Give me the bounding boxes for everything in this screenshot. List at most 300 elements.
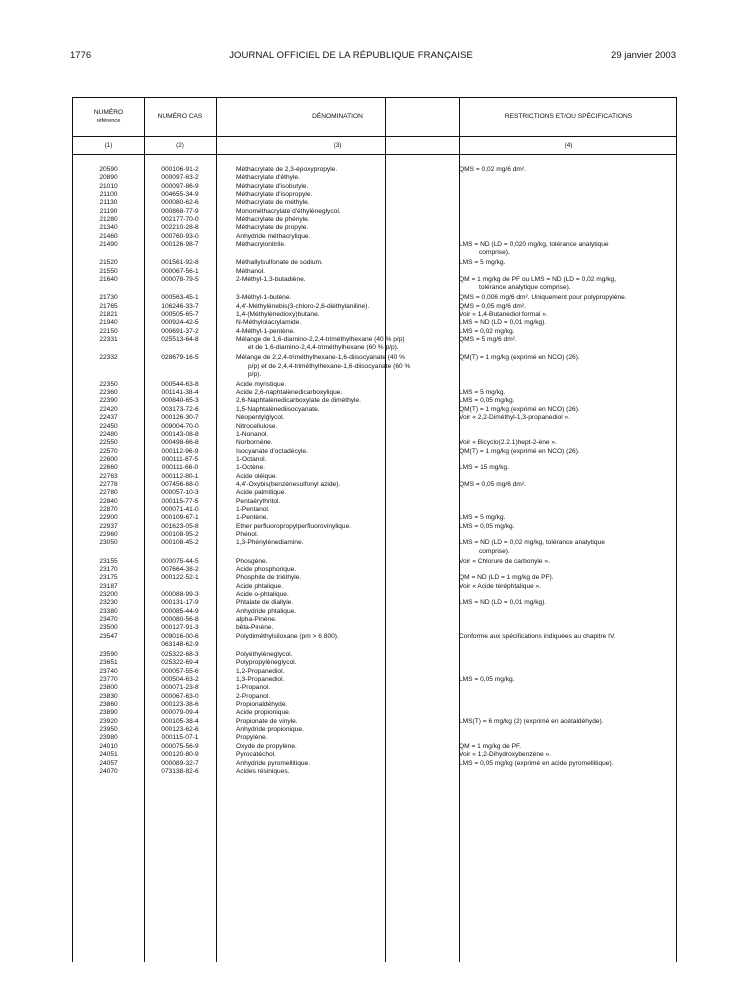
cas-number: 000085-44-9 <box>161 607 199 615</box>
ref-number: 21190 <box>99 207 118 215</box>
restriction-line: LMS = 0,05 mg/kg. <box>459 676 515 683</box>
cas-number-secondary: 063148-62-9 <box>161 641 199 649</box>
restriction <box>459 464 671 472</box>
ref-number: 22437 <box>99 414 118 422</box>
denomination <box>236 768 478 776</box>
cas-number: 000108-45-2 <box>161 539 199 547</box>
denomination-line: Acide myristique. <box>236 380 287 388</box>
denomination-line: Oxyde de propylène. <box>236 742 297 750</box>
denomination-line: 1-Octanol. <box>236 455 267 463</box>
denomination-line: 2-Propanol. <box>236 692 271 700</box>
denomination-line: Méthacrylate de propyle. <box>236 224 309 232</box>
ref-number: 22937 <box>99 522 118 530</box>
cas-number: 000115-77-5 <box>161 497 199 505</box>
cas-number: 000126-30-7 <box>161 414 199 422</box>
denomination-line: Méthacrylate d'isobutyle. <box>236 182 309 190</box>
restriction-line: LMS = 0,05 mg/kg. <box>459 522 515 530</box>
cas-number: 000498-66-8 <box>161 439 199 447</box>
cas-number: 000106-91-2 <box>161 166 199 173</box>
column-subtitle: référence <box>96 118 121 124</box>
denomination-line: Polydiméthylsiloxane (pm > 6 800). <box>236 632 339 640</box>
restriction-line: comprise). <box>479 249 510 257</box>
ref-number: 23175 <box>99 574 118 582</box>
denomination-line: Acide 2,6-naphtalènedicarboxylique. <box>236 389 343 397</box>
restriction <box>459 303 671 311</box>
restriction <box>459 241 671 258</box>
cas-number: 000544-63-8 <box>161 380 199 388</box>
denomination <box>236 328 478 336</box>
page-number: 1776 <box>70 49 92 61</box>
cas-number: 000071-41-0 <box>161 506 199 513</box>
restriction <box>459 448 671 456</box>
denomination-line: Acide propionique. <box>236 709 291 717</box>
restriction <box>459 514 671 522</box>
denomination <box>236 651 478 659</box>
page-header <box>70 48 676 62</box>
cas-number: 000088-99-3 <box>161 591 199 598</box>
denomination <box>236 684 478 692</box>
restriction <box>459 574 671 582</box>
denomination-line: Méthacrylate d'éthyle. <box>236 174 300 182</box>
cas-number: 007664-38-2 <box>161 565 199 573</box>
cas-number: 001623-05-8 <box>161 522 199 530</box>
cas-number: 000057-55-6 <box>161 667 199 675</box>
denomination-line: Acide phosphorique. <box>236 565 297 573</box>
cas-number: 000075-56-9 <box>161 742 199 750</box>
restriction <box>459 760 671 768</box>
denomination-line: Anhydride pyromellitique. <box>236 759 311 767</box>
denomination <box>236 599 478 607</box>
denomination-line: 4-Méthyl-1-pentène. <box>236 327 296 335</box>
header-divider <box>73 154 676 155</box>
ref-number: 24051 <box>99 751 118 759</box>
denomination-line: Méthallylsulfonate de sodium. <box>236 259 323 267</box>
restriction <box>459 354 671 362</box>
denomination-line: Phtalate de diallyle. <box>236 599 294 607</box>
restriction-line: QM = 1 mg/kg de PF ou LMS = ND (LD = 0,02 mg/kg, <box>459 276 617 284</box>
restriction-line: Voir « 1,4-Butanediol formal ». <box>459 310 548 318</box>
column-number: (4) <box>564 142 573 149</box>
denomination <box>236 566 478 574</box>
denomination-line: p/p) et de 2,4,4-triméthylhexane-1,6-diisocyanate (60 % <box>248 362 411 370</box>
denomination <box>236 608 478 616</box>
ref-number: 21340 <box>99 224 118 232</box>
cas-number: 000115-07-1 <box>161 734 199 742</box>
ref-number: 22900 <box>99 514 118 522</box>
restriction <box>459 481 671 489</box>
ref-number: 23187 <box>99 582 118 590</box>
cas-number: 000109-67-1 <box>161 514 199 522</box>
column-title: NUMÉRO <box>93 109 124 116</box>
cas-number: 000504-63-2 <box>161 676 199 683</box>
denomination-line: 1-Pentanol. <box>236 506 270 513</box>
restriction-line: comprise). <box>479 547 510 555</box>
denomination-line: 3-Méthyl-1-butène. <box>236 294 292 302</box>
cas-number: 000097-86-9 <box>161 182 199 190</box>
cas-number: 000143-08-8 <box>161 430 199 438</box>
ref-number: 23920 <box>99 717 118 725</box>
denomination-line: Méthanol. <box>236 267 265 275</box>
ref-number: 24010 <box>99 742 118 750</box>
cas-number: 025513-64-8 <box>161 336 199 343</box>
denomination-line: Ether perfluoropropylperfluorovinylique. <box>236 522 352 530</box>
cas-number: 000868-77-9 <box>161 207 199 215</box>
restriction <box>459 336 671 344</box>
header-divider <box>73 136 676 137</box>
cas-number: 000108-95-2 <box>161 531 199 539</box>
denomination-line: Norbornène. <box>236 439 273 447</box>
denomination <box>236 381 478 389</box>
denomination-line: 1-Octène. <box>236 464 265 472</box>
ref-number: 21010 <box>99 182 118 190</box>
denomination <box>236 406 478 414</box>
ref-number: 24057 <box>99 759 118 767</box>
restriction <box>459 743 671 751</box>
denomination <box>236 751 478 759</box>
ref-number: 22600 <box>99 455 118 463</box>
restriction-line: QMS = 0,05 mg/6 dm². <box>459 480 526 488</box>
restriction <box>459 166 671 174</box>
ref-number: 21100 <box>99 191 118 199</box>
restriction-line: QMS = 0,02 mg/6 dm². <box>459 166 526 173</box>
cas-number: 000122-52-1 <box>161 574 199 582</box>
denomination <box>236 389 478 397</box>
denomination <box>236 354 478 379</box>
denomination-line: Néopentylglycol. <box>236 414 285 422</box>
cas-number: 000079-09-4 <box>161 709 199 717</box>
restriction <box>459 276 671 293</box>
ref-number: 23050 <box>99 539 118 547</box>
denomination <box>236 539 478 547</box>
ref-number: 23170 <box>99 565 118 573</box>
denomination-line: Mélange de 1,6-diamino-2,2,4-triméthylhexane (40 % p/p) <box>236 336 405 343</box>
ref-number: 22778 <box>99 480 118 488</box>
ref-number: 23470 <box>99 616 118 624</box>
cas-number: 000112-96-9 <box>161 447 199 455</box>
restriction <box>459 583 671 591</box>
denomination-line: Isocyanate d'octadécyle. <box>236 447 309 455</box>
restriction-line: Voir « Bicyclo(2.2.1)hept-2-ène ». <box>459 439 557 447</box>
cas-number: 000123-62-6 <box>161 726 199 734</box>
ref-number: 23740 <box>99 667 118 675</box>
denomination <box>236 311 478 319</box>
restriction-line: LMS = 0,05 mg/kg. <box>459 397 515 405</box>
cas-number: 003173-72-6 <box>161 405 199 413</box>
cas-number: 000111-87-5 <box>161 455 199 463</box>
ref-number: 23830 <box>99 692 118 700</box>
denomination-line: Pentaérythritol. <box>236 497 281 505</box>
restriction-line: QMS = 5 mg/6 dm². <box>459 336 517 343</box>
cas-number: 002210-28-8 <box>161 224 199 232</box>
ref-number: 22480 <box>99 430 118 438</box>
column-number: (1) <box>104 142 113 149</box>
restriction-line: LMS = 5 mg/kg. <box>459 389 506 397</box>
cas-number: 009004-70-0 <box>161 422 199 430</box>
denomination <box>236 498 478 506</box>
restriction-line: Conforme aux spécifications indiquées au chapitre IV. <box>459 632 616 640</box>
denomination-line: 1,2-Propanediol. <box>236 667 285 675</box>
ref-number: 23590 <box>99 650 118 658</box>
cas-number: 000760-93-0 <box>161 232 199 240</box>
denomination-line: 1,3-Propanediol. <box>236 676 285 683</box>
restriction <box>459 414 671 422</box>
ref-number: 22550 <box>99 439 118 447</box>
column-header-restrictions: RESTRICTIONS ET/OU SPÉCIFICATIONS <box>504 113 633 120</box>
denomination-line: Monométhacrylate d'éthylèneglycol. <box>236 207 341 215</box>
restriction-line: LMS = ND (LD = 0,020 mg/kg, tolérance analytique <box>459 241 609 249</box>
denomination-line: Phénol. <box>236 531 259 539</box>
denomination-line: 1,5-Naphtalènediisocyanate. <box>236 405 320 413</box>
cas-number: 007456-68-0 <box>161 480 199 488</box>
ref-number: 22450 <box>99 422 118 430</box>
denomination <box>236 726 478 734</box>
cas-number: 073138-82-6 <box>161 767 199 775</box>
denomination-line: Méthacrylonitrile. <box>236 241 286 249</box>
substances-table <box>72 97 677 962</box>
denomination <box>236 693 478 701</box>
denomination <box>236 624 478 632</box>
denomination <box>236 431 478 439</box>
cas-number: 000691-37-2 <box>161 327 199 335</box>
ref-number: 23380 <box>99 607 118 615</box>
ref-number: 21460 <box>99 232 118 240</box>
denomination <box>236 718 478 726</box>
denomination-line: N-Méthylolacrylamide. <box>236 319 302 327</box>
journal-title: JOURNAL OFFICIEL DE LA RÉPUBLIQUE FRANÇAISE <box>229 49 473 61</box>
restriction-line: LMS = 0,02 mg/kg. <box>459 327 515 335</box>
cas-number: 009016-00-6 <box>161 632 199 640</box>
cas-number: 025322-68-3 <box>161 650 199 658</box>
restriction <box>459 599 671 607</box>
cas-number: 000126-98-7 <box>161 241 199 249</box>
denomination-line: Phosphite de triéthyle. <box>236 574 302 582</box>
ref-number: 23651 <box>99 659 118 667</box>
denomination <box>236 191 478 199</box>
denomination <box>236 224 478 232</box>
ref-number: 23860 <box>99 701 118 709</box>
restriction <box>459 539 671 556</box>
ref-number: 24070 <box>99 767 118 775</box>
denomination-line: 4,4'-Oxybis(benzènesulfonyl azide). <box>236 480 341 488</box>
ref-number: 22763 <box>99 472 118 480</box>
column-divider <box>216 98 217 962</box>
denomination-line: Acide oléique. <box>236 472 278 480</box>
restriction-line: QM = 1 mg/kg de PF. <box>459 742 522 750</box>
ref-number: 21490 <box>99 241 118 249</box>
denomination-line: 1,3-Phénylènediamine. <box>236 539 304 547</box>
restriction-line: QM(T) = 1 mg/kg (exprimé en NCO) (26). <box>459 354 580 362</box>
denomination <box>236 233 478 241</box>
denomination <box>236 397 478 405</box>
denomination-line: Polypropylèneglycol. <box>236 659 297 667</box>
ref-number: 21280 <box>99 216 118 224</box>
denomination-line: 2,6-Naphtalènedicarboxylate de diméthyle. <box>236 397 361 405</box>
ref-number: 23770 <box>99 676 118 683</box>
restriction <box>459 397 671 405</box>
ref-number: 21821 <box>99 310 118 318</box>
ref-number: 22360 <box>99 389 118 397</box>
restriction <box>459 676 671 684</box>
denomination-line: Mélange de 2,2,4-triméthylhexane-1,6-diisocyanate (40 % <box>236 354 405 362</box>
denomination <box>236 760 478 768</box>
ref-number: 22660 <box>99 464 118 472</box>
denomination <box>236 276 478 284</box>
denomination <box>236 473 478 481</box>
ref-number: 22840 <box>99 497 118 505</box>
restriction <box>459 558 671 566</box>
denomination-line: Propylène. <box>236 734 268 742</box>
ref-number: 23950 <box>99 726 118 734</box>
denomination-line: Acide phtalique. <box>236 582 283 590</box>
cas-number: 000057-10-3 <box>161 489 199 497</box>
ref-number: 21550 <box>99 267 118 275</box>
ref-number: 22570 <box>99 447 118 455</box>
denomination <box>236 743 478 751</box>
ref-number: 21940 <box>99 319 118 327</box>
denomination <box>236 268 478 276</box>
column-header-denomination: DÉNOMINATION <box>312 113 363 120</box>
ref-number: 22390 <box>99 397 118 405</box>
ref-number: 22870 <box>99 506 118 513</box>
denomination-line: et de 1,6-diamino-2,4,4-triméthylhexane (60 % p/p). <box>248 344 399 352</box>
denomination <box>236 514 478 522</box>
cas-number: 000097-63-2 <box>161 174 199 182</box>
denomination-line: Anhydride phtalique. <box>236 607 297 615</box>
restriction-line: LMS(T) = 6 mg/kg (2) (exprimé en acétaldéhyde). <box>459 717 604 725</box>
denomination <box>236 574 478 582</box>
denomination <box>236 414 478 422</box>
denomination <box>236 183 478 191</box>
cas-number: 000131-17-9 <box>161 599 199 607</box>
denomination <box>236 216 478 224</box>
cas-number: 000120-80-9 <box>161 751 199 759</box>
denomination <box>236 709 478 717</box>
restriction <box>459 259 671 267</box>
cas-number: 025322-69-4 <box>161 659 199 667</box>
restriction-line: LMS = ND (LD = 0,01 mg/kg). <box>459 319 547 327</box>
cas-number: 106246-33-7 <box>161 302 199 310</box>
cas-number: 000078-79-5 <box>161 276 199 284</box>
denomination-line: Acides résiniques. <box>236 767 290 775</box>
restriction-line: LMS = 5 mg/kg. <box>459 259 506 267</box>
cas-number: 000127-91-3 <box>161 624 199 632</box>
denomination <box>236 523 478 531</box>
denomination <box>236 583 478 591</box>
ref-number: 21520 <box>99 259 118 267</box>
denomination <box>236 464 478 472</box>
denomination <box>236 633 478 641</box>
cas-number: 000067-63-0 <box>161 692 199 700</box>
ref-number: 22350 <box>99 380 118 388</box>
restriction-line: Voir « 2,2-Diméthyl-1,3-propanediol ». <box>459 414 571 422</box>
denomination-line: 1-Propanol. <box>236 684 271 692</box>
restriction-line: tolérance analytique comprise). <box>479 284 571 292</box>
denomination-line: Méthacrylate d'isopropyle. <box>236 191 313 199</box>
denomination <box>236 591 478 599</box>
denomination <box>236 241 478 249</box>
cas-number: 000089-32-7 <box>161 759 199 767</box>
cas-number: 001141-38-4 <box>161 389 199 397</box>
denomination-line: Acide o-phtalique. <box>236 591 289 598</box>
denomination <box>236 259 478 267</box>
restriction <box>459 633 671 641</box>
denomination-line: 4,4'-Méthylènebis(3-chloro-2,6-diéthylaniline). <box>236 302 370 310</box>
cas-number: 028679-16-5 <box>161 354 199 362</box>
denomination-line: 2-Méthyl-1,3-butadiène. <box>236 276 306 284</box>
denomination <box>236 668 478 676</box>
denomination <box>236 294 478 302</box>
ref-number: 22420 <box>99 405 118 413</box>
ref-number: 23890 <box>99 709 118 717</box>
restriction-line: LMS = ND (LD = 0,01 mg/kg). <box>459 599 547 607</box>
restriction <box>459 389 671 397</box>
denomination-line: Propionaldéhyde. <box>236 701 288 709</box>
denomination-line: Pyrocatéchol. <box>236 751 276 759</box>
denomination-line: bêta-Pinène. <box>236 624 274 632</box>
ref-number: 23500 <box>99 624 118 632</box>
cas-number: 000080-56-8 <box>161 616 199 624</box>
denomination-line: Méthacrylate de méthyle. <box>236 199 310 207</box>
ref-number: 23800 <box>99 684 118 692</box>
denomination <box>236 506 478 514</box>
ref-number: 22780 <box>99 489 118 497</box>
denomination-line: Anhydride propionique. <box>236 726 304 734</box>
restriction-line: LMS = 15 mg/kg. <box>459 464 510 472</box>
denomination-line: Anhydride méthacrylique. <box>236 232 311 240</box>
ref-number: 23547 <box>99 632 118 640</box>
ref-number: 21130 <box>99 199 118 207</box>
cas-number: 000080-62-6 <box>161 199 199 207</box>
ref-number: 23155 <box>99 557 118 565</box>
ref-number: 20590 <box>99 166 118 173</box>
restriction <box>459 751 671 759</box>
denomination <box>236 531 478 539</box>
restriction <box>459 523 671 531</box>
ref-number: 21640 <box>99 276 118 284</box>
denomination <box>236 616 478 624</box>
ref-number: 20890 <box>99 174 118 182</box>
denomination <box>236 659 478 667</box>
denomination <box>236 303 478 311</box>
denomination-line: Méthacrylate de 2,3-époxypropyle. <box>236 166 338 173</box>
denomination <box>236 423 478 431</box>
cas-number: 000067-56-1 <box>161 267 199 275</box>
restriction-line: QMS = 0,006 mg/6 dm². Uniquement pour polypropylène. <box>459 294 627 302</box>
restriction <box>459 406 671 414</box>
column-header-ref <box>73 109 144 125</box>
restriction-line: QM(T) = 1 mg/kg (exprimé en NCO) (26). <box>459 447 580 455</box>
restriction-line: Voir « 1,2-Dihydroxybenzène ». <box>459 751 551 759</box>
cas-number: 000924-42-5 <box>161 319 199 327</box>
cas-number: 000112-80-1 <box>161 472 199 480</box>
denomination <box>236 701 478 709</box>
denomination-line: Nitrocellulose. <box>236 422 278 430</box>
restriction <box>459 319 671 327</box>
denomination <box>236 456 478 464</box>
restriction-line: Voir « Chlorure de carbonyle ». <box>459 557 550 565</box>
restriction-line: QM(T) = 1 mg/kg (exprimé en NCO) (26). <box>459 405 580 413</box>
restriction-line: LMS = 0,05 mg/kg (exprimé en acide pyromellitique). <box>459 759 614 767</box>
denomination <box>236 199 478 207</box>
denomination <box>236 489 478 497</box>
ref-number: 22331 <box>99 336 118 343</box>
denomination-line: 1-Nonanol. <box>236 430 269 438</box>
ref-number: 21765 <box>99 302 118 310</box>
denomination <box>236 676 478 684</box>
ref-number: 22150 <box>99 327 118 335</box>
denomination-line: Polyéthylèneglycol. <box>236 650 293 658</box>
denomination <box>236 439 478 447</box>
